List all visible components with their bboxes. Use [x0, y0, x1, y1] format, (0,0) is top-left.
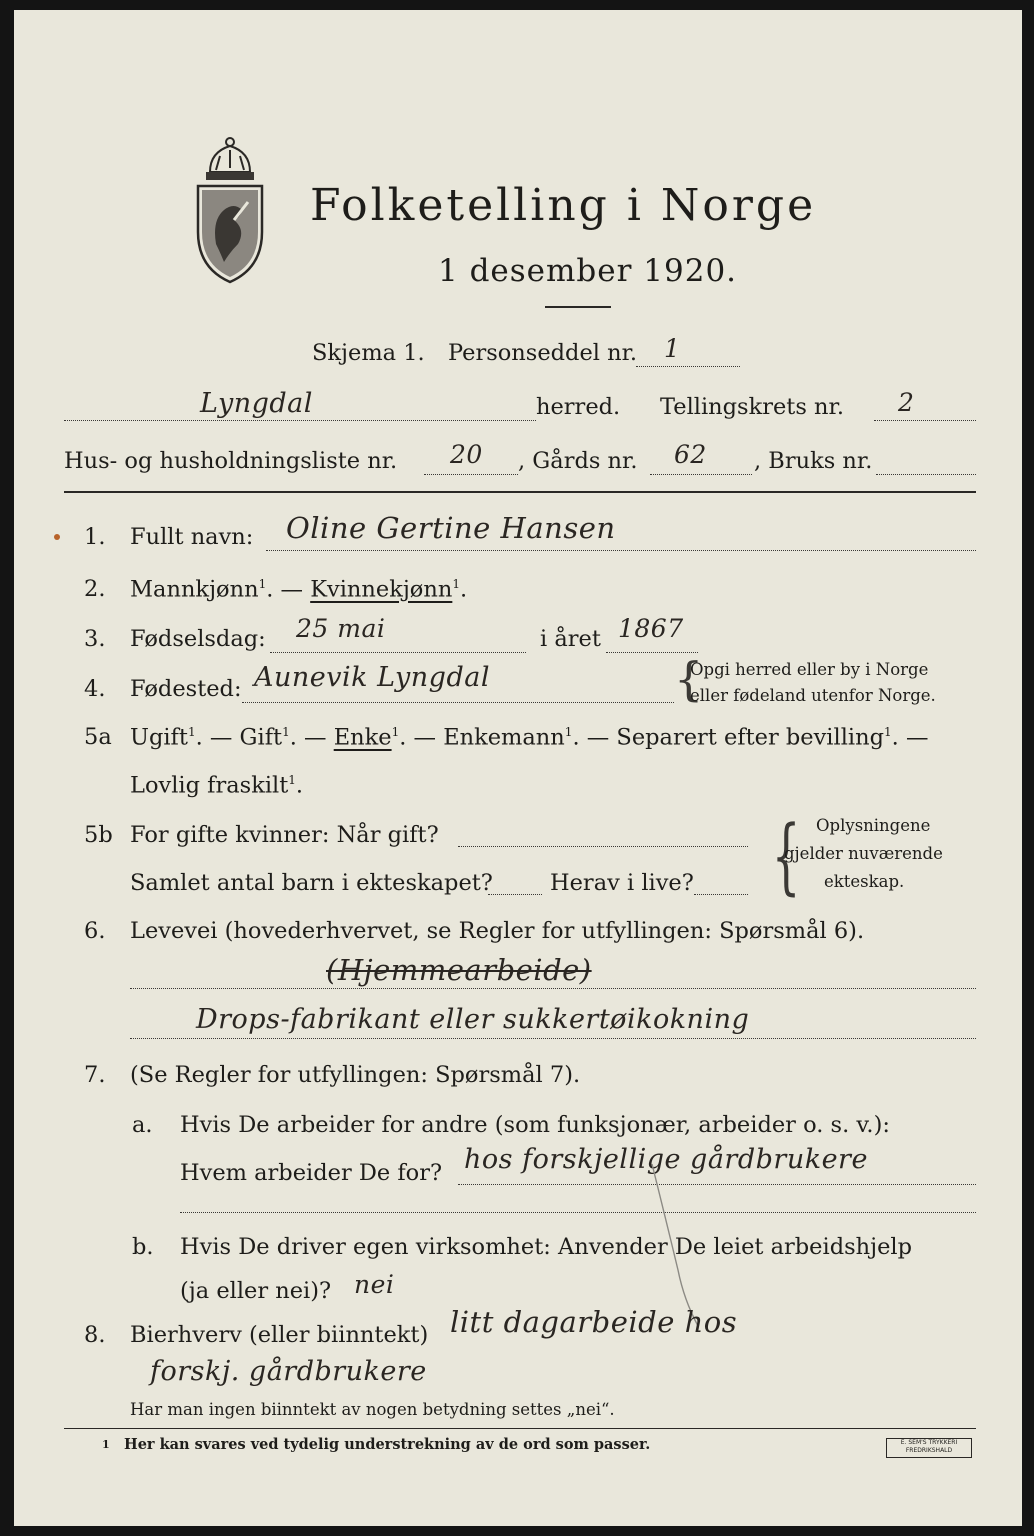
q1-line	[266, 550, 976, 551]
q5b-label-1: For gifte kvinner: Når gift?	[130, 822, 439, 848]
q1-value: Oline Gertine Hansen	[286, 511, 616, 545]
footnote-text: Her kan svares ved tydelig understrekning av de ord som passer.	[124, 1436, 651, 1453]
bruks-line	[876, 474, 976, 475]
q5a-fraskilt-line: Lovlig fraskilt$^1$.	[130, 772, 304, 799]
q5a-ugift: Ugift	[130, 724, 188, 751]
herred-value: Lyngdal	[200, 388, 313, 419]
q2-kvinne: Kvinnekjønn	[310, 576, 453, 603]
coat-of-arms-icon	[190, 132, 270, 292]
q8-note: Har man ingen biinntekt av nogen betydning settes „nei“.	[130, 1400, 615, 1419]
q2-sep: . —	[266, 576, 311, 603]
q1-number: 1.	[84, 524, 106, 550]
q5a-number: 5a	[84, 724, 112, 750]
q3-year-value: 1867	[618, 614, 684, 643]
form-title: Folketelling i Norge	[310, 180, 817, 231]
q8-number: 8.	[84, 1322, 106, 1348]
q4-note-1: Opgi herred eller by i Norge	[690, 660, 929, 679]
gards-value: 62	[674, 440, 707, 469]
q7-label: (Se Regler for utfyllingen: Spørsmål 7).	[130, 1062, 581, 1088]
q6-number: 6.	[84, 918, 106, 944]
herred-label: herred.	[536, 394, 621, 420]
q5b-note-3: ekteskap.	[824, 872, 905, 891]
q7b-label-2: (ja eller nei)?	[180, 1278, 332, 1304]
hus-value: 20	[450, 440, 483, 469]
q5b-line-2	[488, 894, 542, 895]
q7b-number: b.	[132, 1234, 154, 1260]
q2-end: .	[459, 576, 468, 603]
q5b-number: 5b	[84, 822, 113, 848]
q6-value-2: Drops-fabrikant eller sukkertøikokning	[196, 1004, 750, 1035]
q2-mann: Mannkjønn	[130, 576, 259, 603]
hus-line	[424, 474, 518, 475]
personseddel-line	[636, 366, 740, 367]
q5b-brace: {	[771, 809, 801, 904]
q7a-line-2	[180, 1212, 976, 1213]
q8-label: Bierhverv (eller biinntekt)	[130, 1322, 429, 1348]
q5b-label-3: Herav i live?	[550, 870, 694, 896]
tellingskrets-line	[874, 420, 976, 421]
tellingskrets-label: Tellingskrets nr.	[660, 394, 844, 420]
q1-label: Fullt navn:	[130, 524, 254, 550]
q3-number: 3.	[84, 626, 106, 652]
q5b-label-2: Samlet antal barn i ekteskapet?	[130, 870, 493, 896]
footer-rule	[64, 1428, 976, 1429]
q7a-label-2: Hvem arbeider De for?	[180, 1160, 443, 1186]
stamp-line-1: E. SEM'S TRYKKERI	[900, 1439, 958, 1446]
q5b-line-3	[694, 894, 748, 895]
q6-value-1: (Hjemmearbeide)	[326, 953, 592, 987]
gards-label: , Gårds nr.	[518, 448, 638, 474]
q7a-line-1	[458, 1184, 976, 1185]
q3-value: 25 mai	[296, 614, 386, 643]
personseddel-label: Personseddel nr.	[448, 340, 638, 366]
gards-line	[650, 474, 752, 475]
q4-value: Aunevik Lyngdal	[254, 662, 490, 693]
q7a-label: Hvis De arbeider for andre (som funksjonær, arbeider o. s. v.):	[180, 1112, 890, 1138]
q5a-gift: Gift	[239, 724, 283, 751]
q5b-line-1	[458, 846, 748, 847]
skjema-label: Skjema 1.	[312, 340, 425, 366]
q8-value-1: litt dagarbeide hos	[450, 1305, 738, 1339]
herred-line	[64, 420, 536, 421]
q8-value-2: forskj. gårdbrukere	[150, 1356, 427, 1387]
q7-number: 7.	[84, 1062, 106, 1088]
stamp-line-2: FREDRIKSHALD	[905, 1447, 953, 1454]
q6-label: Levevei (hovederhvervet, se Regler for utfyllingen: Spørsmål 6).	[130, 918, 865, 944]
q6-line-2	[130, 1038, 976, 1039]
form-date: 1 desember 1920.	[438, 253, 738, 289]
q3-label: Fødselsdag:	[130, 626, 266, 652]
ink-dot	[54, 534, 60, 540]
q5b-note-2: gjelder nuværende	[784, 844, 943, 863]
personseddel-value: 1	[664, 334, 681, 363]
q5a-enkemann: Enkemann	[443, 724, 565, 751]
census-form	[14, 10, 1022, 1526]
title-rule	[545, 306, 611, 308]
footnote-mark: 1	[102, 1438, 110, 1451]
q5a-separert: Separert efter bevilling	[616, 724, 884, 751]
q5b-note-1: Oplysningene	[816, 816, 931, 835]
printer-stamp	[886, 1438, 972, 1458]
q3-year-label: i året	[540, 626, 601, 652]
q4-number: 4.	[84, 676, 106, 702]
q4-note-2: eller fødeland utenfor Norge.	[690, 686, 936, 705]
q7a-number: a.	[132, 1112, 153, 1138]
q5a-enke: Enke	[333, 724, 392, 751]
tellingskrets-value: 2	[898, 388, 915, 417]
q4-brace: {	[674, 652, 704, 706]
header-rule	[64, 491, 976, 493]
q7b-label: Hvis De driver egen virksomhet: Anvender De leiet arbeidshjelp	[180, 1234, 913, 1260]
q4-label: Fødested:	[130, 676, 242, 702]
q2-options: Mannkjønn$^1$. — Kvinnekjønn$^1$.	[130, 576, 468, 603]
q7b-value: nei	[354, 1270, 395, 1299]
q5a-fraskilt: Lovlig fraskilt	[130, 772, 289, 799]
q7a-value: hos forskjellige gårdbrukere	[464, 1144, 868, 1175]
q4-line	[242, 702, 674, 703]
q6-line-1	[130, 988, 976, 989]
q3-line	[270, 652, 526, 653]
hus-label: Hus- og husholdningsliste nr.	[64, 448, 398, 474]
bruks-label: , Bruks nr.	[754, 448, 873, 474]
q5a-options: Ugift$^1$. — Gift$^1$. — Enke$^1$. — Enkemann$^1$. — Separert efter bevilling$^1$. —	[130, 724, 929, 751]
q2-number: 2.	[84, 576, 106, 602]
